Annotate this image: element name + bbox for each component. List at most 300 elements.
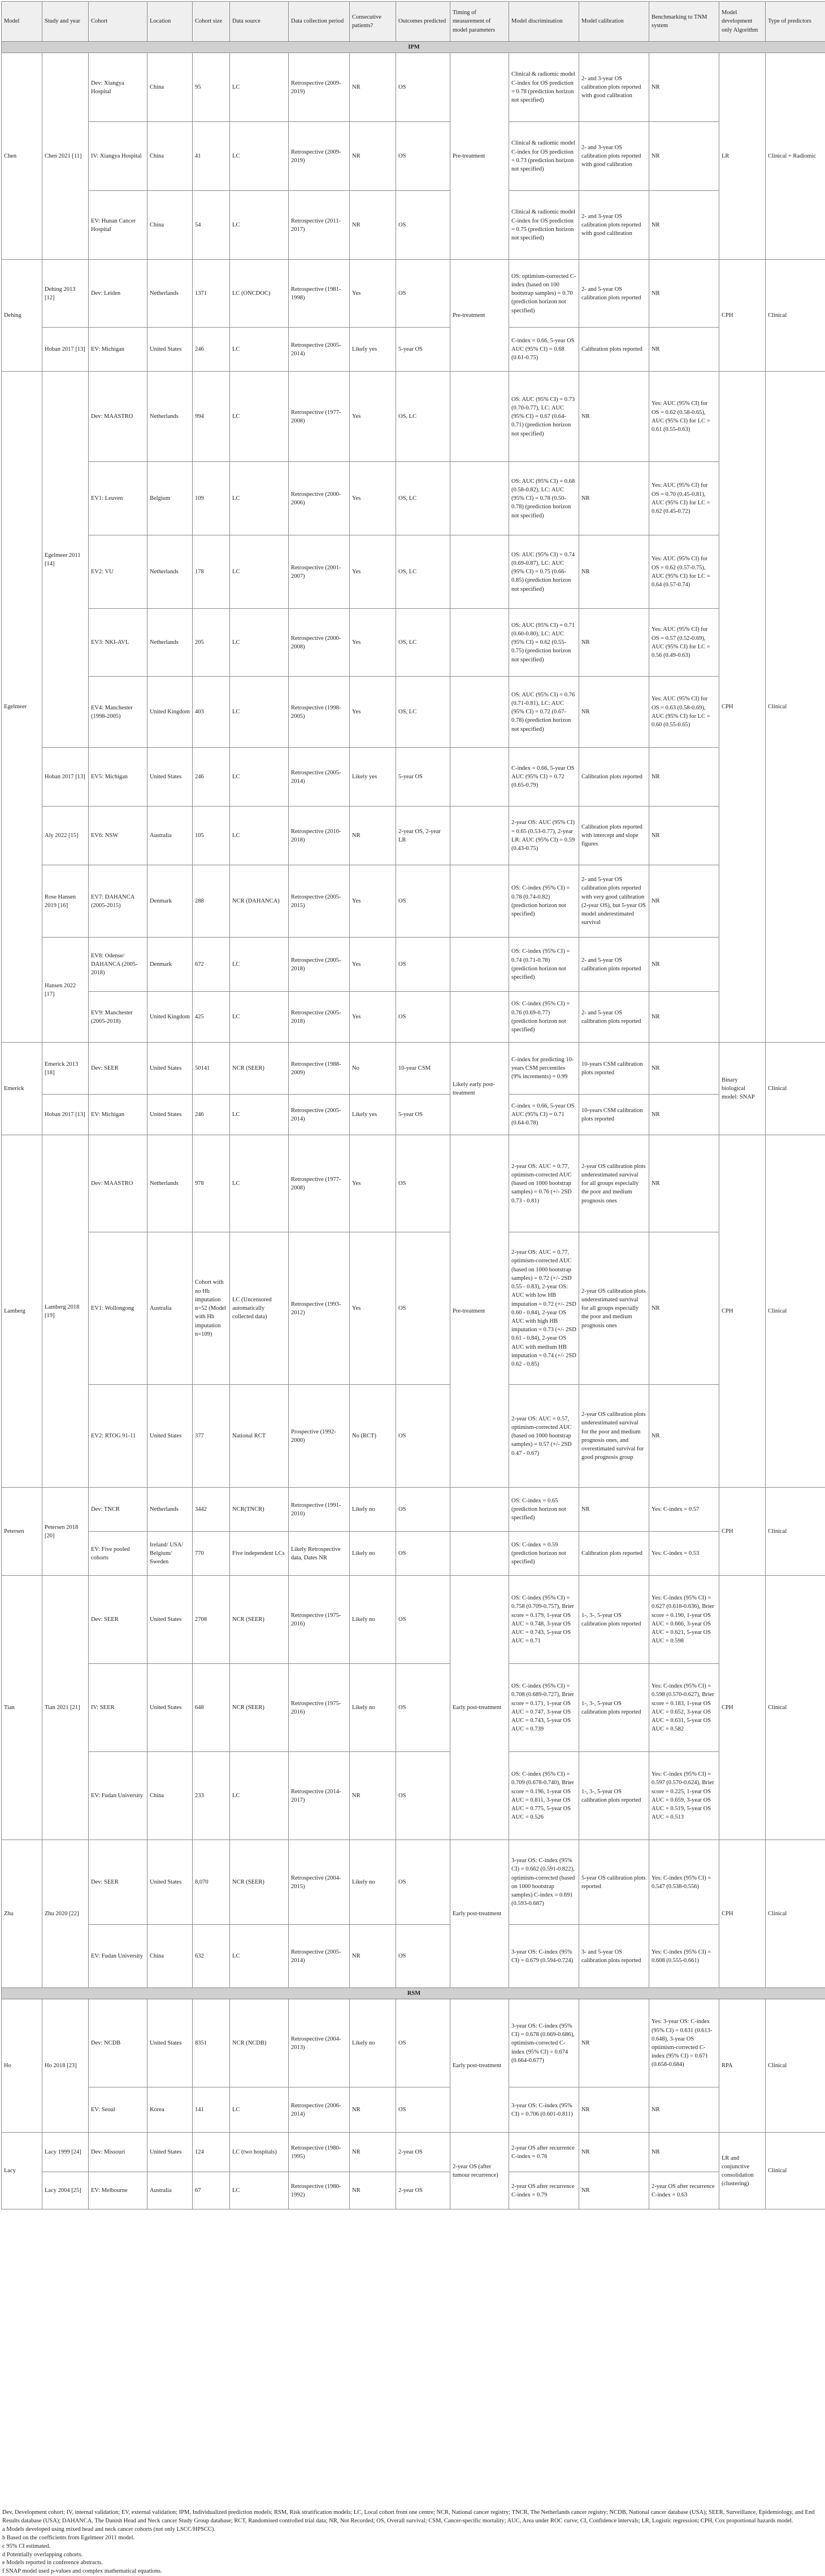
calibration-cell: 3- and 5-year OS calibration plots reported	[579, 1925, 649, 1988]
outcomes-cell: OS	[396, 1576, 450, 1664]
period-cell: Likely Retrospective data, Dates NR	[289, 1532, 350, 1576]
cohort-cell: Dev: Leiden	[89, 260, 147, 328]
location-cell: United States	[147, 748, 193, 807]
model-cell: Tian	[2, 1576, 42, 1840]
discrimination-cell: 3-year OS: C-index (95% CI) = 0.706 (0.601-0.811)	[509, 2087, 579, 2133]
consecutive-cell: Yes	[350, 865, 396, 938]
calibration-cell: 1-, 3-, 5-year OS calibration plots reported	[579, 1576, 649, 1664]
model-cell: Emerick	[2, 1043, 42, 1135]
consecutive-cell: Likely no	[350, 1576, 396, 1664]
size-cell: 67	[193, 2172, 230, 2209]
cohort-cell: Dev: SEER	[89, 1840, 147, 1925]
tnm-cell: NR	[649, 1232, 719, 1385]
size-cell: 178	[193, 535, 230, 609]
discrimination-cell: OS: C-index = 0.59 (prediction horizon not specified)	[509, 1532, 579, 1576]
location-cell: Netherlands	[147, 372, 193, 462]
column-header: Study and year	[42, 2, 89, 42]
column-header: Data collection period	[289, 2, 350, 42]
period-cell: Retrospective (2000-2006)	[289, 462, 350, 535]
size-cell: 632	[193, 1925, 230, 1988]
algorithm-cell: CPH	[719, 1135, 766, 1488]
table-row	[2, 2087, 825, 2133]
source-cell: NCR (DAHANCA)	[230, 865, 289, 938]
outcomes-cell: OS	[396, 1925, 450, 1988]
discrimination-cell: OS: AUC (95% CI) = 0.71 (0.60-0.80), LC: AUC (95% CI) = 0.62 (0.55-0.75) (prediction horizon not specified)	[509, 609, 579, 677]
discrimination-cell: OS: C-index (95% CI) = 0.709 (0.678-0.740), Brier score = 0.196, 1-year OS AUC = 0.811, 3-year OS AUC = 0.775, 5-year OS AUC = 0.526	[509, 1752, 579, 1840]
outcomes-cell: OS	[396, 1135, 450, 1232]
table-row	[2, 328, 825, 372]
cohort-cell: EV: Hunan Cancer Hospital	[89, 191, 147, 260]
outcomes-cell: OS	[396, 1752, 450, 1840]
period-cell: Retrospective (1981-1998)	[289, 260, 350, 328]
study-cell: Emerick 2013 [18]	[42, 1043, 89, 1095]
cohort-cell: EV: Five pooled cohorts	[89, 1532, 147, 1576]
period-cell: Retrospective (1975-2016)	[289, 1664, 350, 1752]
location-cell: Denmark	[147, 865, 193, 938]
cohort-cell: EV: Fudan University	[89, 1925, 147, 1988]
consecutive-cell: Likely no	[350, 1840, 396, 1925]
tnm-cell: NR	[649, 1135, 719, 1232]
calibration-cell: 2-year OS calibration plots underestimated survival for all groups especially the poor and medium prognosis ones	[579, 1135, 649, 1232]
period-cell: Retrospective (1993-2012)	[289, 1232, 350, 1385]
cohort-cell: Dev: MAASTRO	[89, 372, 147, 462]
table-row	[2, 462, 825, 535]
consecutive-cell: NR	[350, 807, 396, 865]
calibration-cell: Calibration plots reported with intercept and slope figures	[579, 807, 649, 865]
discrimination-cell: 2-year OS: AUC (95% CI) = 0.65 (0.53-0.77), 2-year LR: AUC (95% CI) = 0.59 (0.43-0.75)	[509, 807, 579, 865]
calibration-cell: 2-year OS calibration plots underestimated survival for the poor and medium prognosis ones, and overestimated survival for good prognosis group	[579, 1385, 649, 1488]
predictors-cell: Clinical	[766, 1488, 825, 1576]
source-cell: NCR (SEER)	[230, 1664, 289, 1752]
footnote-line: a Models developed using mixed head and neck cancer cohorts (not only LSCC/HPSCC).	[2, 2526, 823, 2534]
size-cell: 288	[193, 865, 230, 938]
study-cell: Hansen 2022 [17]	[42, 938, 89, 1043]
predictors-cell: Clinical	[766, 1043, 825, 1135]
calibration-cell: 2- and 3-year OS calibration plots reported with good calibration	[579, 122, 649, 191]
period-cell: Retrospective (2009-2019)	[289, 53, 350, 122]
table-row	[2, 992, 825, 1043]
period-cell: Retrospective (2005-2014)	[289, 328, 350, 372]
location-cell: United States	[147, 1664, 193, 1752]
outcomes-cell: OS	[396, 1840, 450, 1925]
study-cell: Tian 2021 [21]	[42, 1576, 89, 1840]
study-cell: Zhu 2020 [22]	[42, 1840, 89, 1988]
footnotes	[2, 2509, 823, 2576]
section-title: IPM	[2, 42, 825, 53]
study-cell: Aly 2022 [15]	[42, 807, 89, 865]
cohort-cell: EV3: NKI-AVL	[89, 609, 147, 677]
model-cell: Ho	[2, 1999, 42, 2133]
location-cell: Netherlands	[147, 609, 193, 677]
cohort-cell: Dev: TNCR	[89, 1488, 147, 1532]
algorithm-cell: CPH	[719, 1840, 766, 1988]
consecutive-cell: Yes	[350, 938, 396, 992]
tnm-cell: Yes: AUC (95% CI) for OS = 0.62 (0.57-0.75), AUC (95% CI) for LC = 0.64 (0.57-0.74)	[649, 535, 719, 609]
predictors-cell: Clinical	[766, 1135, 825, 1488]
source-cell: LC	[230, 372, 289, 462]
cohort-cell: EV2: VU	[89, 535, 147, 609]
tnm-cell: NR	[649, 53, 719, 122]
timing-cell: 2-year OS (after tumour recurrence)	[450, 2133, 509, 2209]
source-cell: LC (ONCDOC)	[230, 260, 289, 328]
column-header: Consecutive patients?	[350, 2, 396, 42]
calibration-cell: 2- and 3-year OS calibration plots reported with good calibration	[579, 191, 649, 260]
table-row	[2, 1752, 825, 1840]
location-cell: China	[147, 191, 193, 260]
timing-cell: Pre-treatment	[450, 1135, 509, 1488]
study-cell: Hoban 2017 [13]	[42, 748, 89, 807]
tnm-cell: NR	[649, 260, 719, 328]
size-cell: 672	[193, 938, 230, 992]
timing-cell	[450, 372, 509, 462]
source-cell: LC	[230, 1752, 289, 1840]
column-header: Data source	[230, 2, 289, 42]
consecutive-cell: NR	[350, 191, 396, 260]
location-cell: Netherlands	[147, 1488, 193, 1532]
study-cell: Egelmeer 2011 [14]	[42, 372, 89, 748]
source-cell: LC	[230, 535, 289, 609]
source-cell: NCR (SEER)	[230, 1043, 289, 1095]
size-cell: 8351	[193, 1999, 230, 2087]
source-cell: LC	[230, 938, 289, 992]
tnm-cell: NR	[649, 938, 719, 992]
size-cell: 8,070	[193, 1840, 230, 1925]
footnote-line: d Potentially overlapping cohorts.	[2, 2551, 823, 2560]
period-cell: Retrospective (2005-2015)	[289, 865, 350, 938]
column-header: Cohort size	[193, 2, 230, 42]
consecutive-cell: Likely yes	[350, 748, 396, 807]
tnm-cell: NR	[649, 2087, 719, 2133]
consecutive-cell: Yes	[350, 260, 396, 328]
tnm-cell: NR	[649, 807, 719, 865]
source-cell: LC (Uncensored automatically collected data)	[230, 1232, 289, 1385]
size-cell: 50141	[193, 1043, 230, 1095]
period-cell: Retrospective (2005-2018)	[289, 938, 350, 992]
study-cell: Ho 2018 [23]	[42, 1999, 89, 2133]
consecutive-cell: Yes	[350, 535, 396, 609]
model-cell: Lacy	[2, 2133, 42, 2209]
source-cell: LC	[230, 328, 289, 372]
size-cell: 41	[193, 122, 230, 191]
table-row	[2, 938, 825, 992]
cohort-cell: Dev: NCDB	[89, 1999, 147, 2087]
table-row	[2, 865, 825, 938]
outcomes-cell: OS	[396, 1385, 450, 1488]
column-header: Model	[2, 2, 42, 42]
footnote-line: e Models reported in conference abstracts.	[2, 2559, 823, 2568]
model-cell: Lamberg	[2, 1135, 42, 1488]
table-row	[2, 1488, 825, 1532]
consecutive-cell: Yes	[350, 677, 396, 748]
table-row	[2, 677, 825, 748]
algorithm-cell: CPH	[719, 1576, 766, 1840]
period-cell: Retrospective (1988-2009)	[289, 1043, 350, 1095]
cohort-cell: IV: SEER	[89, 1664, 147, 1752]
location-cell: Belgium	[147, 462, 193, 535]
calibration-cell: NR	[579, 372, 649, 462]
period-cell: Prospective (1992-2000)	[289, 1385, 350, 1488]
period-cell: Retrospective (1977-2008)	[289, 372, 350, 462]
column-header: Type of predictors	[766, 2, 825, 42]
cohort-cell: EV6: NSW	[89, 807, 147, 865]
model-cell: Petersen	[2, 1488, 42, 1576]
tnm-cell: 2-year OS after recurrence C-index = 0.63	[649, 2172, 719, 2209]
table-header	[2, 2, 825, 42]
outcomes-cell: 2-year OS	[396, 2133, 450, 2172]
timing-cell	[450, 462, 509, 535]
source-cell: LC	[230, 53, 289, 122]
discrimination-cell: 2-year OS: AUC = 0.57, optimism-corrected AUC (based on 1000 bootstrap samples) = 0.57 (+/- 2SD 0.47 - 0.67)	[509, 1385, 579, 1488]
size-cell: 377	[193, 1385, 230, 1488]
discrimination-cell: 2-year OS: AUC = 0.77, optimism-corrected AUC (based on 1000 bootstrap samples) = 0.76 (+/- 2SD 0.73 - 0.81)	[509, 1135, 579, 1232]
size-cell: Cohort with no Hb imputation n=52 (Model with Hb imputation n=109)	[193, 1232, 230, 1385]
location-cell: United States	[147, 1576, 193, 1664]
outcomes-cell: 5-year OS	[396, 328, 450, 372]
calibration-cell: NR	[579, 609, 649, 677]
column-header: Model development only Algorithm	[719, 2, 766, 42]
size-cell: 403	[193, 677, 230, 748]
timing-cell: Early post-treatment	[450, 1840, 509, 1988]
period-cell: Retrospective (2014-2017)	[289, 1752, 350, 1840]
size-cell: 141	[193, 2087, 230, 2133]
calibration-cell: 2- and 5-year OS calibration plots reported with very good calibration (2-year OS), but 5-year OS model underestimated survival	[579, 865, 649, 938]
source-cell: National RCT	[230, 1385, 289, 1488]
consecutive-cell: Yes	[350, 462, 396, 535]
source-cell: LC	[230, 1925, 289, 1988]
discrimination-cell: 3-year OS: C-index (95% CI) = 0.662 (0.591-0.822), optimism-corrected (based on 1000 bootstrap samples) C-index = 0.691 (0.593-0.687)	[509, 1840, 579, 1925]
cohort-cell: EV: Melbourne	[89, 2172, 147, 2209]
discrimination-cell: Clinical & radiomic model C-index for OS prediction = 0.75 (prediction horizon not specified)	[509, 191, 579, 260]
location-cell: China	[147, 122, 193, 191]
outcomes-cell: OS	[396, 53, 450, 122]
discrimination-cell: C-index for predicting 10-years CSM percentiles (9% increments) = 0.99	[509, 1043, 579, 1095]
predictors-cell: Clinical	[766, 372, 825, 1043]
outcomes-cell: OS	[396, 992, 450, 1043]
cohort-cell: EV8: Odense/ DAHANCA (2005-2018)	[89, 938, 147, 992]
discrimination-cell: OS: AUC (95% CI) = 0.68 (0.58-0.82), LC: AUC (95% CI) = 0.78 (0.50-0.78) (prediction horizon not specified)	[509, 462, 579, 535]
size-cell: 978	[193, 1135, 230, 1232]
cohort-cell: EV7: DAHANCA (2005-2015)	[89, 865, 147, 938]
calibration-cell: NR	[579, 2172, 649, 2209]
timing-cell: Likely early post-treatment	[450, 1043, 509, 1135]
period-cell: Retrospective (1975-2016)	[289, 1576, 350, 1664]
outcomes-cell: 5-year OS	[396, 1095, 450, 1135]
study-cell: Hoban 2017 [13]	[42, 328, 89, 372]
consecutive-cell: Yes	[350, 1232, 396, 1385]
size-cell: 246	[193, 328, 230, 372]
consecutive-cell: NR	[350, 122, 396, 191]
timing-cell	[450, 807, 509, 865]
size-cell: 1371	[193, 260, 230, 328]
table-row	[2, 2172, 825, 2209]
discrimination-cell: Clinical & radiomic model C-index for OS prediction = 0.73 (prediction horizon not specified)	[509, 122, 579, 191]
timing-cell	[450, 938, 509, 992]
cohort-cell: IV: Xiangya Hospital	[89, 122, 147, 191]
cohort-cell: EV: Seoul	[89, 2087, 147, 2133]
period-cell: Retrospective (2005-2014)	[289, 748, 350, 807]
period-cell: Retrospective (2009-2019)	[289, 122, 350, 191]
discrimination-cell: OS: AUC (95% CI) = 0.76 (0.71-0.81), LC: AUC (95% CI) = 0.72 (0.67-0.78) (prediction horizon not specified)	[509, 677, 579, 748]
study-cell: Lacy 1999 [24]	[42, 2133, 89, 2172]
calibration-cell: 2-year OS calibration plots underestimated survival for all groups especially the poor and medium prognosis ones	[579, 1232, 649, 1385]
study-cell: Petersen 2018 [20]	[42, 1488, 89, 1576]
tnm-cell: Yes: 3-year OS: C-index (95% CI) = 0.631 (0.613-0.648), 3-year OS optimism-corrected C-index (95% CI) = 0.671 (0.658-0.684)	[649, 1999, 719, 2087]
consecutive-cell: Likely no	[350, 1488, 396, 1532]
calibration-cell: 1-, 3-, 5-year OS calibration plots reported	[579, 1752, 649, 1840]
size-cell: 54	[193, 191, 230, 260]
size-cell: 109	[193, 462, 230, 535]
period-cell: Retrospective (1991-2010)	[289, 1488, 350, 1532]
source-cell: LC	[230, 2087, 289, 2133]
section-title: RSM	[2, 1988, 825, 1999]
discrimination-cell: OS: AUC (95% CI) = 0.74 (0.69-0.87), LC: AUC (95% CI) = 0.75 (0.66-0.85) (prediction horizon not specified)	[509, 535, 579, 609]
discrimination-cell: OS: C-index = 0.65 (prediction horizon not specified)	[509, 1488, 579, 1532]
size-cell: 994	[193, 372, 230, 462]
model-cell: Egelmeer	[2, 372, 42, 1043]
consecutive-cell: NR	[350, 1752, 396, 1840]
tnm-cell: Yes: C-index (95% CI) = 0.597 (0.570-0.624), Brier score = 0.225, 1-year OS AUC = 0.659, 3-year OS AUC = 0.519, 5-year OS AUC = 0.513	[649, 1752, 719, 1840]
size-cell: 648	[193, 1664, 230, 1752]
calibration-cell: 2- and 5-year OS calibration plots reported	[579, 992, 649, 1043]
column-header: Timing of measurement of model parameters	[450, 2, 509, 42]
location-cell: Netherlands	[147, 260, 193, 328]
header-row	[2, 2, 825, 42]
timing-cell: Early post-treatment	[450, 1999, 509, 2133]
algorithm-cell: Binary biological model: SNAP	[719, 1043, 766, 1135]
tnm-cell: NR	[649, 748, 719, 807]
size-cell: 3442	[193, 1488, 230, 1532]
cohort-cell: EV1: Wollongong	[89, 1232, 147, 1385]
calibration-cell: NR	[579, 1999, 649, 2087]
cohort-cell: EV2: RTOG 91-11	[89, 1385, 147, 1488]
tnm-cell: NR	[649, 328, 719, 372]
location-cell: United States	[147, 1385, 193, 1488]
predictors-cell: Clinical	[766, 2133, 825, 2209]
location-cell: United States	[147, 1840, 193, 1925]
table-row	[2, 1532, 825, 1576]
outcomes-cell: 2-year OS	[396, 2172, 450, 2209]
tnm-cell: NR	[649, 2133, 719, 2172]
source-cell: LC	[230, 1135, 289, 1232]
period-cell: Retrospective (1998-2005)	[289, 677, 350, 748]
table-row	[2, 1999, 825, 2087]
tnm-cell: Yes: C-index (95% CI) = 0.547 (0.538-0.556)	[649, 1840, 719, 1925]
location-cell: United Kingdom	[147, 992, 193, 1043]
outcomes-cell: OS	[396, 1232, 450, 1385]
study-cell: Lacy 2004 [25]	[42, 2172, 89, 2209]
discrimination-cell: OS: C-index (95% CI) = 0.78 (0.74-0.82) (prediction horizon not specified)	[509, 865, 579, 938]
table-row	[2, 191, 825, 260]
algorithm-cell: LR and conjunctive consolidation (clustering)	[719, 2133, 766, 2209]
model-cell: Chen	[2, 53, 42, 260]
footnote-line: c 95% CI estimated.	[2, 2543, 823, 2551]
section-row	[2, 1988, 825, 1999]
model-cell: Dehing	[2, 260, 42, 372]
period-cell: Retrospective (2006-2014)	[289, 2087, 350, 2133]
discrimination-cell: 2-year OS after recurrence C-index = 0.79	[509, 2172, 579, 2209]
table-row	[2, 1043, 825, 1095]
consecutive-cell: Yes	[350, 372, 396, 462]
timing-cell	[450, 992, 509, 1043]
timing-cell	[450, 535, 509, 609]
column-header: Cohort	[89, 2, 147, 42]
algorithm-cell: CPH	[719, 372, 766, 1043]
calibration-cell: NR	[579, 677, 649, 748]
outcomes-cell: 10-year CSM	[396, 1043, 450, 1095]
tnm-cell: Yes: AUC (95% CI) for OS = 0.62 (0.58-0.65), AUC (95% CI) for LC = 0.61 (0.55-0.63)	[649, 372, 719, 462]
location-cell: United States	[147, 2133, 193, 2172]
calibration-cell: Calibration plots reported	[579, 328, 649, 372]
outcomes-cell: OS, LC	[396, 535, 450, 609]
location-cell: China	[147, 1752, 193, 1840]
period-cell: Retrospective (2005-2014)	[289, 1925, 350, 1988]
calibration-cell: NR	[579, 462, 649, 535]
source-cell: LC	[230, 807, 289, 865]
column-header: Model calibration	[579, 2, 649, 42]
algorithm-cell: RPA	[719, 1999, 766, 2133]
calibration-cell: Calibration plots reported	[579, 748, 649, 807]
consecutive-cell: Likely no	[350, 1532, 396, 1576]
timing-cell	[450, 1532, 509, 1576]
timing-cell: Pre-treatment	[450, 53, 509, 260]
consecutive-cell: Yes	[350, 992, 396, 1043]
table-row	[2, 1576, 825, 1664]
discrimination-cell: C-index = 0.66, 5-year OS AUC (95% CI) = 0.68 (0.61-0.75)	[509, 328, 579, 372]
table-row	[2, 1135, 825, 1232]
timing-cell	[450, 1488, 509, 1532]
location-cell: Ireland/ USA/ Belgium/ Sweden	[147, 1532, 193, 1576]
tnm-cell: NR	[649, 992, 719, 1043]
consecutive-cell: NR	[350, 2087, 396, 2133]
period-cell: Retrospective (2000-2008)	[289, 609, 350, 677]
outcomes-cell: OS	[396, 1532, 450, 1576]
location-cell: Australia	[147, 807, 193, 865]
discrimination-cell: 2-year OS: AUC = 0.77, optimism-corrected AUC (based on 1000 bootstrap samples) = 0.72 (+/- 2SD 0.55 - 0.83), 2-year OS: AUC with low HB imputation = 0.72 (+/- 2SD 0.60 - 0.84), 2-year OS AUC with high HB imputation = 0.73 (+/- 2SD 0.61 - 0.84), 2-year OS AUC with medium HB imputation = 0.74 (+/- 2SD 0.62 - 0.85)	[509, 1232, 579, 1385]
outcomes-cell: OS	[396, 122, 450, 191]
size-cell: 105	[193, 807, 230, 865]
discrimination-cell: C-index = 0.66, 5-year OS AUC (95% CI) = 0.72 (0.65-0.79)	[509, 748, 579, 807]
cohort-cell: Dev: Missouri	[89, 2133, 147, 2172]
study-cell: Dehing 2013 [12]	[42, 260, 89, 328]
source-cell: LC	[230, 2172, 289, 2209]
location-cell: United States	[147, 328, 193, 372]
table-body	[2, 42, 825, 2209]
cohort-cell: Dev: Xiangya Hospital	[89, 53, 147, 122]
consecutive-cell: Likely no	[350, 1999, 396, 2087]
discrimination-cell: 2-year OS after recurrence C-index = 0.76	[509, 2133, 579, 2172]
study-cell: Lamberg 2018 [19]	[42, 1135, 89, 1488]
calibration-cell: Calibration plots reported	[579, 1532, 649, 1576]
calibration-cell: 5-year OS calibration plots reported	[579, 1840, 649, 1925]
consecutive-cell: NR	[350, 2172, 396, 2209]
period-cell: Retrospective (2005-2014)	[289, 1095, 350, 1135]
period-cell: Retrospective (1980-1995)	[289, 2133, 350, 2172]
table-row	[2, 1385, 825, 1488]
tnm-cell: Yes: C-index (95% CI) = 0.608 (0.555-0.661)	[649, 1925, 719, 1988]
outcomes-cell: OS, LC	[396, 677, 450, 748]
location-cell: China	[147, 1925, 193, 1988]
period-cell: Retrospective (1977-2008)	[289, 1135, 350, 1232]
predictors-cell: Clinical	[766, 1576, 825, 1840]
discrimination-cell: C-index = 0.66, 5-year OS AUC (95% CI) = 0.71 (0.64-0.78)	[509, 1095, 579, 1135]
location-cell: United States	[147, 1095, 193, 1135]
cohort-cell: Dev: MAASTRO	[89, 1135, 147, 1232]
source-cell: LC	[230, 191, 289, 260]
period-cell: Retrospective (2004-2015)	[289, 1840, 350, 1925]
outcomes-cell: OS, LC	[396, 609, 450, 677]
study-cell: Hoban 2017 [13]	[42, 1095, 89, 1135]
table-row	[2, 1095, 825, 1135]
